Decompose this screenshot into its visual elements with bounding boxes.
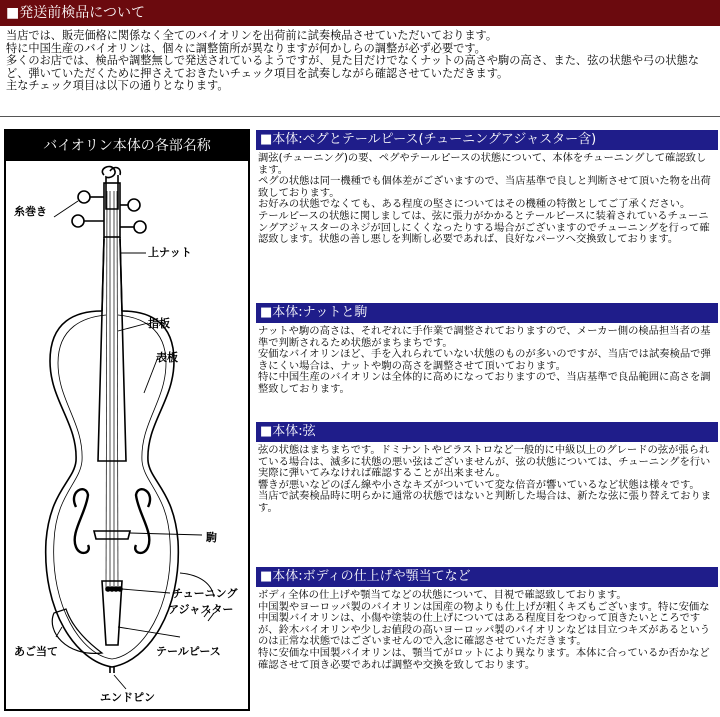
- label-tailpiece: テールピース: [156, 645, 221, 658]
- label-bridge: 駒: [206, 531, 217, 544]
- intro-line: 当店では、販売価格に関係なく全てのバイオリンを出荷前に試奏検品させていただいております。: [6, 29, 498, 42]
- peg-left-1: [78, 191, 90, 203]
- label-top: 表板: [156, 351, 178, 364]
- f-hole-left: [74, 489, 89, 553]
- paragraph: 当店で試奏検品時に明らかに通常の状態ではないと判断した場合は、新たな弦に張り替えております。: [258, 490, 712, 514]
- paragraph: テールピースの状態に関しましては、弦に張力がかかるとテールピースに装着されているチューニングアジャスターのネジが回しにくくなったりする場合がございますのでチューニングを行って確認致します。状態の善し悪しを判断し必要であれば、良好なパーツへ交換致しております。: [258, 209, 710, 246]
- section-pegs-tailpiece: [256, 130, 718, 246]
- page-title-bar: [0, 0, 720, 26]
- section-body: [256, 442, 718, 515]
- section-heading: ■本体:ナットと駒: [256, 303, 718, 323]
- section-body: [256, 150, 718, 246]
- intro-line: 多くのお店では、検品や調整無しで発送されているようですが、見た目だけでなくナットの高さや駒の高さ、また、弦の状態や弓の状態など、弾いていただくために押さえておきたいチェック項目を試奏しながら確認させていただきます。: [6, 54, 699, 80]
- fingerboard: [98, 239, 126, 461]
- section-body: [256, 323, 718, 396]
- intro-text: [6, 30, 716, 93]
- bridge: [94, 531, 130, 539]
- section-body: [256, 587, 718, 671]
- paragraph: 調弦(チューニング)の要、ペグやテールピースの状態について、本体をチューニングして確認致します。: [258, 152, 707, 176]
- paragraph: お好みの状態でなくても、ある程度の堅さについてはその機種の特徴としてご了承ください。: [258, 198, 691, 211]
- violin-diagram: [6, 161, 248, 709]
- section-nut-bridge: [256, 303, 718, 396]
- label-chinrest: あご当て: [14, 645, 58, 658]
- section-heading: ■本体:ボディの仕上げや顎当てなど: [256, 567, 718, 587]
- section-heading: ■本体:弦: [256, 422, 718, 442]
- neck: [102, 237, 122, 311]
- paragraph: ボディ全体の仕上げや顎当てなどの状態について、目視で確認致しております。: [258, 589, 627, 601]
- paragraph: 響きが悪いなどのぼん線や小さなキズがついていて変な倍音が響いているなど状態は様々です。: [258, 478, 700, 491]
- label-pegs: 糸巻き: [14, 205, 47, 218]
- intro-line: 主なチェック項目は以下の通りとなります。: [6, 79, 229, 93]
- label-fine-tuner-2: アジャスター: [168, 603, 234, 616]
- section-strings: [256, 422, 718, 515]
- paragraph: 特に安価な中国製バイオリンは、顎当てがロットにより異なります。本体に合っているか否かなど確認させて頂き必要であれば調整や交換を致しております。: [258, 646, 710, 671]
- intro-line: 特に中国生産のバイオリンは、個々に調整箇所が異なりますが何かしらの調整が必ず必要です。: [6, 41, 486, 55]
- label-upper-nut: 上ナット: [148, 246, 192, 259]
- paragraph: ナットや駒の高さは、それぞれに手作業で調整されておりますので、メーカー側の検品担当者の基準で判断されるため状態がまちまちです。: [258, 325, 711, 349]
- peg-left-2: [72, 215, 84, 227]
- page-title: ■発送前検品について: [6, 5, 145, 21]
- peg-right-1: [128, 199, 140, 211]
- section-body-finish: [256, 567, 718, 671]
- label-endpin: エンドピン: [100, 691, 155, 704]
- paragraph: 中国製やヨーロッパ製のバイオリンは国産の物よりも仕上げが粗くキズもございます。特に安価な中国製バイオリンは、小傷や塗装の仕上げについてはある程度目をつむって頂きたいところですが、鈴木バイオリンや少しお値段の高いヨーロッパ製のバイオリンなどは目立つキズがあるというのは正常な状態ではございませんので入念に確認させていただきます。: [258, 600, 711, 648]
- peg-right-2: [134, 221, 146, 233]
- paragraph: 特に中国生産のバイオリンは全体的に高めになっておりますので、当店基準で良品範囲に高さを調整致しております。: [258, 371, 711, 395]
- section-heading: ■本体:ペグとテールピース(チューニングアジャスター含): [256, 130, 718, 150]
- divider: [0, 116, 720, 117]
- figure-title: バイオリン本体の各部名称: [6, 131, 248, 161]
- endpin: [110, 667, 114, 673]
- paragraph: 弦の状態はまちまちです。ドミナントやピラストロなど一般的に中級以上のグレードの弦が張られている場合は、滅多に状態の悪い弦はございませんが、弦の状態については、チューニングを行い実際に弾いてみなければ確認することが出来ません。: [258, 444, 711, 480]
- paragraph: ペグの状態は同一機種でも個体差がございますので、当店基準で良しと判断させて頂いた物を出荷致しております。: [258, 175, 711, 199]
- label-fine-tuner-1: チューニング: [172, 587, 238, 600]
- f-hole-right: [135, 489, 150, 553]
- violin-parts-figure: [4, 129, 250, 711]
- paragraph: 安価なバイオリンほど、手を入れられていない状態のものが多いのですが、当店では試奏検品で弾きにくい場合は、ナットや駒の高さを調整させて頂いております。: [258, 348, 711, 372]
- label-fingerboard: 指板: [148, 317, 170, 330]
